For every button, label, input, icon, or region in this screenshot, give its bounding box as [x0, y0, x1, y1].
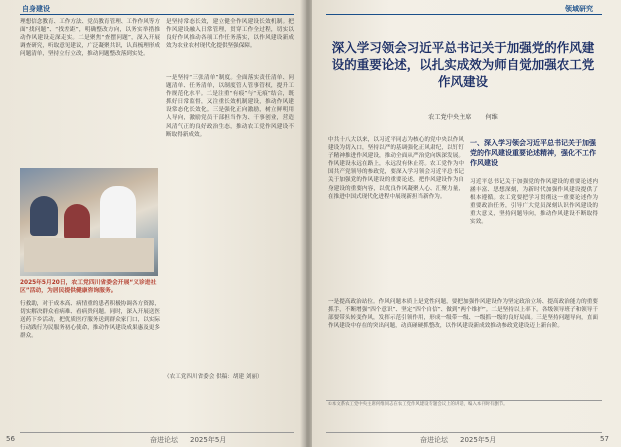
photo-figure [64, 204, 90, 240]
left-col2-main-text: 一是坚持“三张清单”制度。全面落实责任清单、问题清单、任务清单，以制度管人管事管权，提升工作规范化水平。二是注重“有痕”与“无痕”结合，既抓好日常监督，又注重长效机制建设，推动作风建设常态化长效化。三是强化正向激励，树立鲜明用人导向，激励党员干部担当作为、干事创业，营造风清气正的良好政治生态，推动农工党作风建设不断取得新成效。 [166, 75, 294, 138]
left-col2-top-text: 是坚持常态长效，建立健全作风建设长效机制。把作风建设融入日常管理，贯穿工作全过程，切实以良好作风推动各项工作任务落实，以作风建设新成效为农业农村现代化提供坚强保障。 [166, 19, 294, 50]
intro-text: 中共十八大以来，以习近平同志为核心的党中央以作风建设为切入口，坚持以严的基调强化正风肃纪，以钉钉子精神推进作风建设，推动全面从严治党向纵深发展。作风建设永远在路上，永远没有休止符。农工党作为中国共产党领导的参政党，要深入学习领会习近平总书记关于加强党的作风建设的重要论述，把作风建设作为自身建设的重要内容，以优良作风凝聚人心、汇聚力量，在推进中国式现代化进程中展现新担当新作为。 [328, 137, 464, 200]
photo-figure [100, 186, 136, 246]
left-footer-rule [20, 432, 294, 433]
right-footer-journal: 奋进论坛 [420, 436, 448, 444]
left-col1-top-text: 理想信念教育、工作方法、党员教育管理、工作作风等方面“找问题”、“找差距”，明确整改方向，以务实举措推动作风建设走深走实。二是聚焦“查摆问题”，深入开展调查研究，听取意见建议，广泛凝聚共识，认真梳理形成问题清单，坚持立行立改，推动问题整改落到实处。 [20, 19, 160, 58]
footnote-rule [326, 400, 602, 401]
left-page-header: 自身建设 [22, 5, 50, 13]
photo-caption: 2025年5月20日，农工党四川省委会开展“义诊进社区”活动，为居民提供健康咨询服务。 [20, 280, 157, 294]
photo-figure [30, 196, 58, 236]
left-footer-date: 2025年5月 [190, 436, 227, 444]
event-photo [20, 168, 158, 276]
byline [328, 112, 598, 121]
footnote: ①本文系农工党中央主席何维同志在农工党作风建设专题会议上的讲话，编入本刊时有删节。 [328, 402, 508, 407]
photo-table [24, 238, 154, 272]
byline-org: 农工党中央主席 [428, 114, 472, 121]
left-page [0, 0, 306, 447]
right-footer-date: 2025年5月 [460, 436, 497, 444]
right-footer-rule [326, 432, 602, 433]
article-title: 深入学习领会习近平总书记关于加强党的作风建设的重要论述，以扎实成效为师自觉加强农工党作风建设 [331, 40, 595, 89]
right-page-header: 领域研究 [565, 5, 593, 13]
left-col1-bottom-text: 行救助，对于成本高、病情重的患者积极协调各方资源，切实解决群众看病难、看病贵问题。同时，深入开展送医送药下乡活动，把优质医疗服务送到群众家门口，以实际行动践行为民服务初心使命，推动作风建设成果惠及更多群众。 [20, 301, 160, 340]
main-text: 一是提高政治站位。作风问题本质上是党性问题，要把加强作风建设作为坚定政治立场、提高政治能力的重要抓手，不断增强“四个意识”、坚定“四个自信”、做到“两个维护”。二是坚持以上率下。各级领导班子和领导干部要带头转变作风，发挥示范引领作用，形成一级带一级、一级抓一级的良好局面。三是坚持问题导向，直面作风建设中存在的突出问题，动真碰硬抓整改，以作风建设新成效推动参政党建设迈上新台阶。 [328, 299, 598, 330]
byline-name: 何维 [485, 114, 498, 121]
right-page-number: 57 [600, 435, 609, 443]
right-header-rule [326, 14, 602, 15]
section-title: 一、深入学习领会习近平总书记关于加强党的作风建设重要论述精神，强化不工作作风建设 [470, 139, 596, 167]
section-text: 习近平总书记关于加强党的作风建设的重要论述内涵丰富、思想深刻，为新时代加强作风建设提供了根本遵循。农工党要把学习贯彻这一重要论述作为重要政治任务，引导广大党员深刻认识作风建设的重大意义，坚持问题导向，推动作风建设不断取得实效。 [470, 179, 598, 226]
left-footer-journal: 奋进论坛 [150, 436, 178, 444]
left-page-number: 56 [6, 435, 15, 443]
source-note: （农工党四川省委会 供稿：胡建 刘丽） [164, 374, 263, 380]
left-header-rule [20, 14, 294, 15]
